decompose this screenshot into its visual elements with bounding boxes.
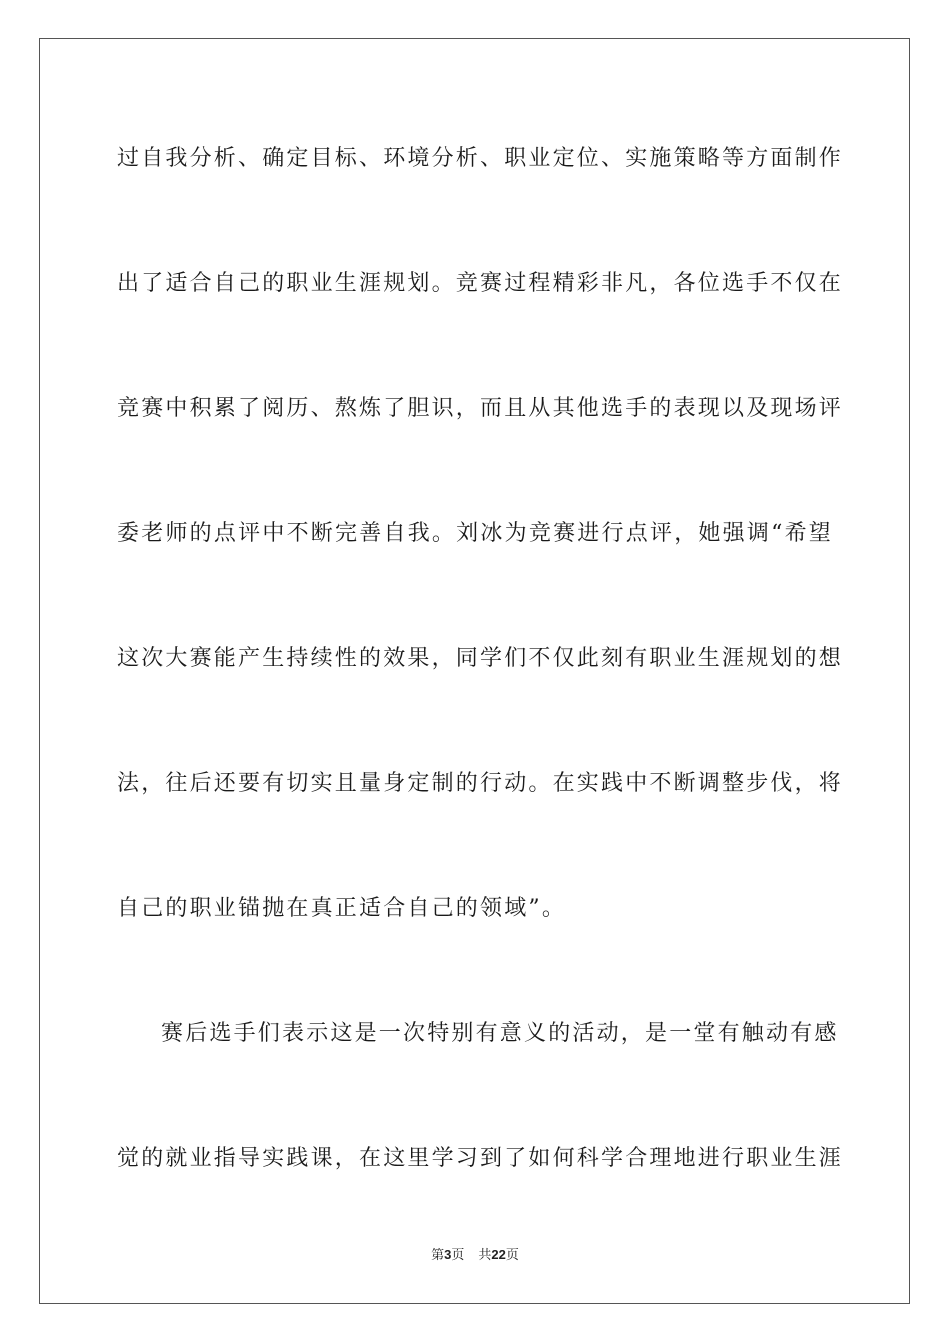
- footer-page-prefix: 第: [431, 1248, 445, 1263]
- footer-page-number: 3: [444, 1247, 452, 1262]
- footer-page-suffix: 页: [451, 1248, 465, 1263]
- body-text-line-9: 觉的就业指导实践课，在这里学习到了如何科学合理地进行职业生涯: [117, 1146, 844, 1171]
- footer-total-prefix: 共: [478, 1248, 492, 1263]
- body-text-line-4: 委老师的点评中不断完善自我。刘冰为竞赛进行点评，她强调“希望: [117, 521, 833, 546]
- page-footer: [0, 1246, 950, 1265]
- body-text-line-2: 出了适合自己的职业生涯规划。竞赛过程精彩非凡，各位选手不仅在: [117, 271, 844, 296]
- footer-total-pages: 22: [491, 1247, 506, 1262]
- body-text-line-6: 法，往后还要有切实且量身定制的行动。在实践中不断调整步伐，将: [117, 771, 844, 796]
- footer-total-suffix: 页: [505, 1248, 519, 1263]
- body-text-line-8: 赛后选手们表示这是一次特别有意义的活动，是一堂有触动有感: [161, 1021, 839, 1046]
- body-text-line-5: 这次大赛能产生持续性的效果，同学们不仅此刻有职业生涯规划的想: [117, 646, 844, 671]
- body-text-line-7: 自己的职业锚抛在真正适合自己的领域”。: [117, 896, 567, 921]
- body-text-line-1: 过自我分析、确定目标、环境分析、职业定位、实施策略等方面制作: [117, 146, 844, 171]
- body-text-line-3: 竞赛中积累了阅历、熬炼了胆识，而且从其他选手的表现以及现场评: [117, 396, 844, 421]
